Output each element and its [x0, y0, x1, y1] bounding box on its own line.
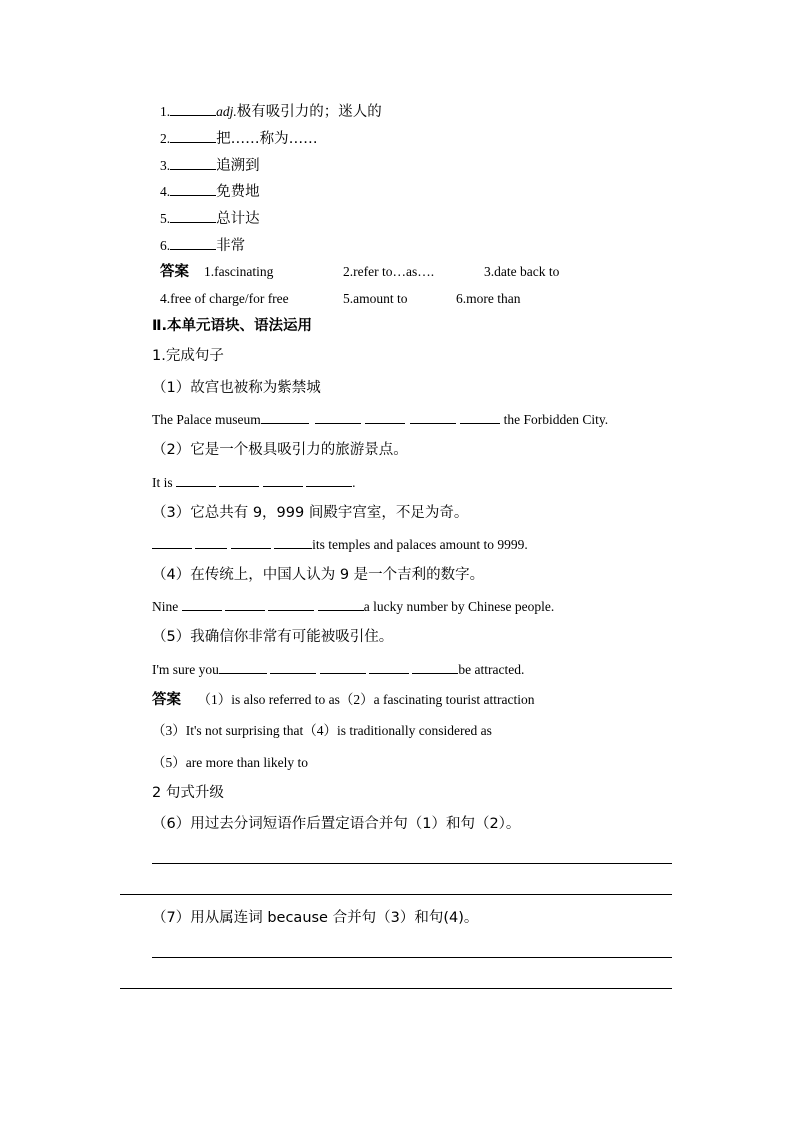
answer-blank[interactable]: [170, 181, 216, 196]
question-5-chinese: （5）我确信你非常有可能被吸引住。: [152, 629, 394, 645]
vocab-answer-line-1: 答案 1.fascinating 2.refer to…as…. 3.date back to: [160, 264, 560, 280]
writing-line[interactable]: [120, 894, 672, 895]
answer-blank[interactable]: [195, 534, 227, 549]
vocab-item-4: 4. 免费地: [160, 181, 260, 202]
answer-blank[interactable]: [268, 596, 314, 611]
question-7: （7）用从属连词 because 合并句（3）和句(4)。: [152, 910, 479, 926]
answer-blank[interactable]: [219, 472, 259, 487]
vocab-item-1: 1. adj.极有吸引力的；迷人的: [160, 101, 382, 122]
answer-blank[interactable]: [270, 659, 316, 674]
answer-blank[interactable]: [170, 208, 216, 223]
answer-blank[interactable]: [231, 534, 271, 549]
sentence-answer-line-3: （5）are more than likely to: [152, 755, 308, 770]
answer-blank[interactable]: [320, 659, 366, 674]
writing-line[interactable]: [152, 863, 672, 864]
answer-blank[interactable]: [315, 409, 361, 424]
subsection-title: 1.完成句子: [152, 348, 224, 364]
vocab-item-3: 3. 追溯到: [160, 155, 260, 176]
answer-blank[interactable]: [219, 659, 267, 674]
question-2-english: It is .: [152, 472, 356, 493]
answer-blank[interactable]: [170, 128, 216, 143]
answer-blank[interactable]: [460, 409, 500, 424]
answer-blank[interactable]: [261, 409, 309, 424]
question-3-english: its temples and palaces amount to 9999.: [152, 534, 528, 555]
question-1-english: The Palace museum the Forbidden City.: [152, 409, 608, 430]
answer-blank[interactable]: [152, 534, 192, 549]
answer-blank[interactable]: [263, 472, 303, 487]
answer-blank[interactable]: [182, 596, 222, 611]
writing-line[interactable]: [120, 988, 672, 989]
answer-blank[interactable]: [410, 409, 456, 424]
answer-blank[interactable]: [176, 472, 216, 487]
question-5-english: I'm sure you be attracted.: [152, 659, 524, 680]
answer-label: 答案: [152, 692, 181, 708]
question-4-chinese: （4）在传统上，中国人认为 9 是一个吉利的数字。: [152, 567, 485, 583]
answer-blank[interactable]: [170, 101, 216, 116]
question-6: （6）用过去分词短语作后置定语合并句（1）和句（2）。: [152, 816, 521, 832]
sentence-answer-line-1: 答案 （1）is also referred to as（2）a fascinating tourist attraction: [152, 692, 535, 708]
question-3-chinese: （3）它总共有 9，999 间殿宇宫室，不足为奇。: [152, 505, 469, 521]
vocab-item-6: 6. 非常: [160, 235, 245, 256]
writing-line[interactable]: [152, 957, 672, 958]
answer-blank[interactable]: [225, 596, 265, 611]
vocab-item-5: 5. 总计达: [160, 208, 260, 229]
question-4-english: Nine a lucky number by Chinese people.: [152, 596, 554, 617]
question-2-chinese: （2）它是一个极具吸引力的旅游景点。: [152, 442, 408, 458]
answer-blank[interactable]: [369, 659, 409, 674]
vocab-answer-line-2: 4.free of charge/for free 5.amount to 6.more than: [160, 291, 521, 306]
sentence-answer-line-2: （3）It's not surprising that（4）is traditionally considered as: [152, 723, 492, 738]
subsection-title-2: 2 句式升级: [152, 785, 224, 801]
answer-blank[interactable]: [306, 472, 352, 487]
answer-label: 答案: [160, 264, 189, 280]
answer-blank[interactable]: [170, 235, 216, 250]
answer-blank[interactable]: [170, 155, 216, 170]
question-1-chinese: （1）故宫也被称为紫禁城: [152, 380, 321, 396]
answer-blank[interactable]: [318, 596, 364, 611]
section-title: Ⅱ.本单元语块、语法运用: [152, 318, 313, 334]
vocab-item-2: 2. 把……称为……: [160, 128, 318, 149]
answer-blank[interactable]: [412, 659, 458, 674]
answer-blank[interactable]: [365, 409, 405, 424]
answer-blank[interactable]: [274, 534, 312, 549]
